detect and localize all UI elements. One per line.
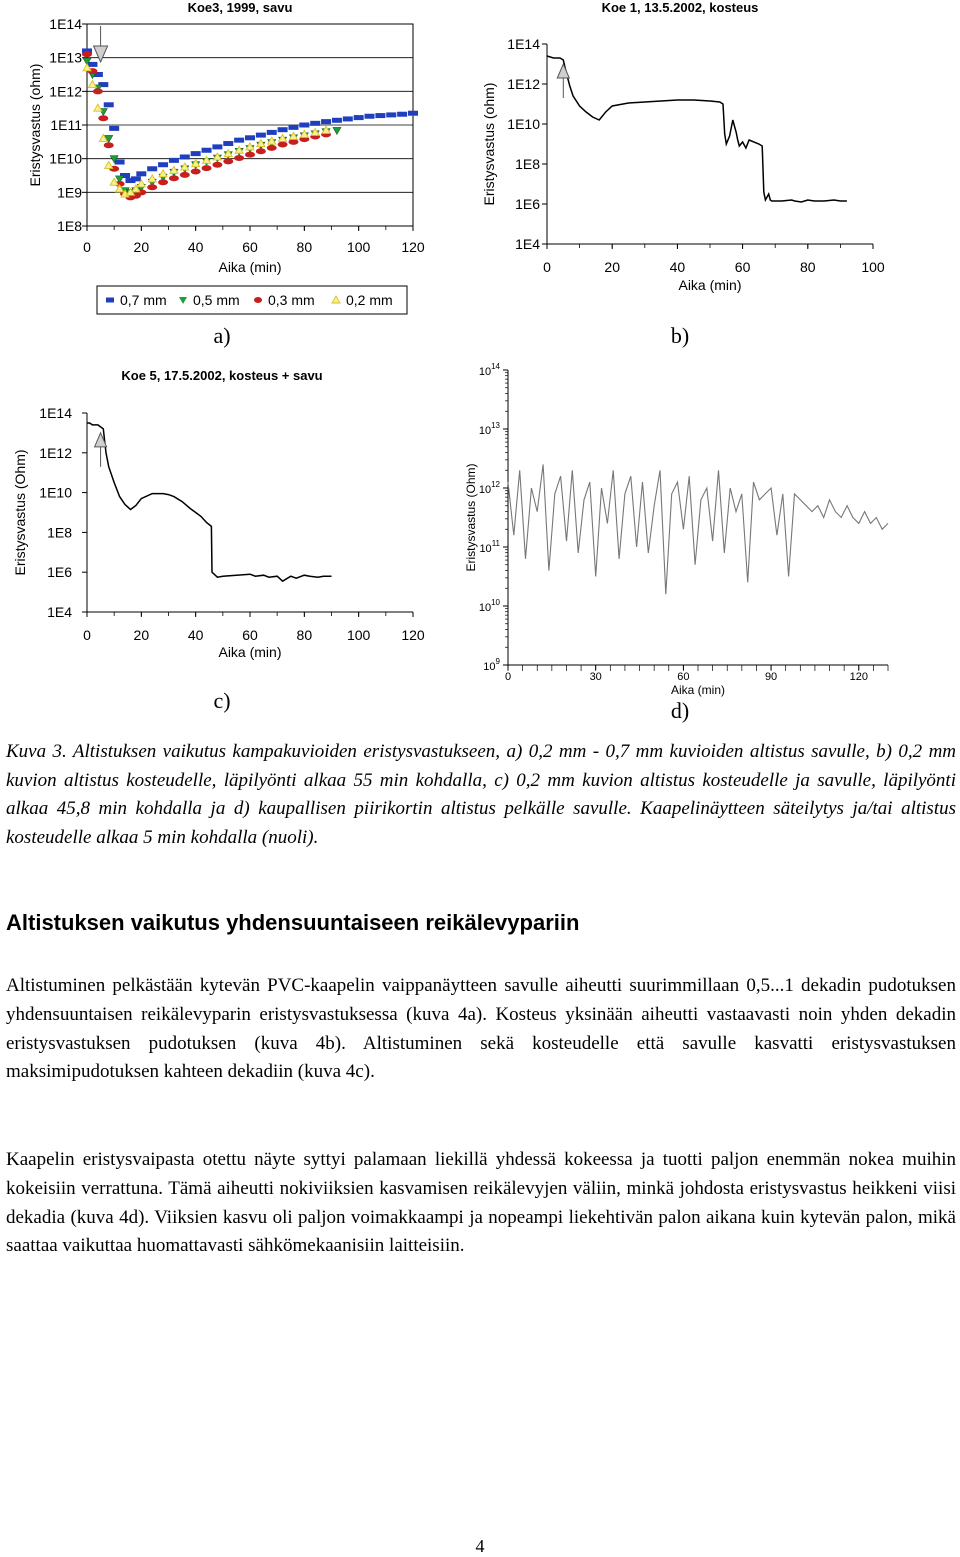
chart-a-y-tick-label: 1E13 [49, 49, 82, 66]
chart-a-point-0-10 [136, 171, 146, 176]
chart-a-point-0-27 [321, 119, 331, 124]
chart-a-legend-label: 0,7 mm [120, 292, 167, 308]
chart-a-y-tick-label: 1E8 [57, 218, 82, 234]
chart-a-point-0-32 [375, 113, 385, 118]
chart-a-point-2-23 [278, 142, 288, 148]
chart-b-y-tick-label: 1E10 [507, 116, 540, 132]
chart-c-x-tick-label: 0 [83, 627, 91, 643]
chart-c-y-label: Eristysvastus (Ohm) [12, 449, 28, 576]
chart-b-y-tick-label: 1E4 [515, 236, 540, 252]
chart-a-point-0-13 [169, 158, 179, 163]
chart-a-point-0-11 [147, 166, 157, 171]
chart-a-point-0-4 [104, 102, 114, 107]
chart-a-point-0-17 [212, 144, 222, 149]
chart-c-y-tick-label: 1E10 [39, 484, 72, 501]
chart-a-point-2-2 [93, 88, 103, 94]
figure-caption [6, 738, 956, 852]
chart-a-point-2-18 [223, 158, 233, 164]
chart-d-y-label: Eristysvastus (Ohm) [464, 463, 478, 572]
chart-b-y-tick-label: 1E6 [515, 196, 540, 212]
chart-a-point-0-26 [310, 121, 320, 126]
chart-a-legend-label: 0,5 mm [193, 292, 240, 308]
chart-b-y-tick-label: 1E12 [507, 76, 540, 92]
chart-a-x-tick-label: 20 [133, 239, 150, 255]
chart-a-y-tick-label: 1E12 [49, 83, 82, 100]
caption-text: Altistuksen vaikutus kampakuvioiden eristysvastukseen, a) 0,2 mm - 0,7 mm kuvioiden altistus savulle, b) 0,2 mm kuvion altistus kosteudelle, läpilyönti alkaa 55 min kohdalla, c) 0,2 mm kuvion altistus kosteudelle ja savulle, läpilyönti alkaa 45,8 min kohdalla ja d) kaupallisen piirikortin altistus pelkälle savulle. Kaapelinäytteen säteilytys ja/tai altistus kosteudelle alkaa 5 min kohdalla (nuoli). [6, 741, 957, 848]
chart-d-y-tick-label: $10^{10}$ [478, 598, 500, 614]
chart-c-x-label: Aika (min) [218, 644, 282, 660]
chart-a-point-0-6 [115, 160, 125, 165]
chart-a-point-0-28 [332, 118, 342, 123]
chart-d-x-tick-label: 30 [589, 671, 602, 683]
chart-a-legend-label: 0,3 mm [268, 292, 315, 308]
chart-a-point-0-20 [245, 135, 255, 140]
page-number: 4 [475, 1536, 485, 1556]
chart-a-x-tick-label: 100 [346, 239, 371, 255]
chart-a-point-2-13 [169, 175, 179, 181]
chart-c-x-tick-label: 120 [401, 627, 425, 643]
chart-a-point-3-4 [105, 161, 113, 168]
chart-a-point-3-2 [94, 104, 102, 111]
chart-a-point-0-21 [256, 133, 266, 138]
chart-a-point-2-4 [104, 142, 114, 148]
chart-a-point-0-19 [234, 138, 244, 143]
chart-a-point-0-34 [397, 112, 407, 117]
chart-d-y-tick-label: $10^{12}$ [478, 480, 500, 496]
chart-c-title: Koe 5, 17.5.2002, kosteus + savu [121, 368, 323, 383]
caption-label: Kuva 3. [6, 741, 67, 762]
chart-b-x-tick-label: 80 [800, 259, 816, 275]
chart-a-x-tick-label: 80 [296, 239, 313, 255]
chart-d-x-tick-label: 0 [504, 671, 512, 683]
chart-a-point-2-19 [234, 155, 244, 161]
chart-b-x-tick-label: 40 [669, 259, 686, 275]
chart-a-point-0-12 [158, 162, 168, 167]
chart-a-x-tick-label: 40 [187, 239, 204, 255]
chart-a-point-0-23 [278, 127, 288, 132]
chart-b-y-tick-label: 1E8 [515, 156, 540, 172]
chart-c-y-tick-label: 1E6 [47, 564, 72, 581]
chart-c-y-tick-label: 1E4 [47, 604, 72, 620]
chart-a-legend-marker [254, 297, 262, 303]
chart-a-legend-marker [106, 298, 114, 303]
chart-a-point-0-33 [386, 112, 396, 117]
chart-d-y-tick-label: $10^{14}$ [478, 362, 500, 378]
chart-a-point-2-11 [147, 184, 157, 190]
chart-a-point-2-21 [256, 148, 266, 154]
chart-a-point-0-9 [131, 176, 141, 181]
chart-a-point-3-1 [88, 81, 96, 88]
chart-a-x-tick-label: 60 [242, 239, 258, 255]
figure-canvas [0, 0, 960, 735]
chart-a-point-0-22 [267, 130, 277, 135]
chart-d-panel-label: d) [670, 698, 690, 723]
chart-c-panel-label: c) [213, 688, 231, 713]
chart-b-x-label: Aika (min) [678, 277, 742, 293]
chart-a-point-0-14 [180, 154, 190, 159]
chart-b-x-tick-label: 20 [604, 259, 620, 275]
chart-d-x-tick-label: 60 [677, 671, 690, 683]
chart-a-point-1-28 [333, 127, 341, 134]
chart-a-point-2-20 [245, 152, 255, 158]
chart-b-series-line [547, 56, 847, 202]
chart-a-y-tick-label: 1E9 [57, 184, 82, 201]
chart-a-point-2-3 [98, 115, 108, 121]
chart-b-y-label: Eristysvastus (ohm) [481, 82, 497, 206]
chart-b-y-tick-label: 1E14 [507, 36, 540, 52]
chart-a-point-0-24 [288, 125, 298, 130]
chart-d-x-tick-label: 90 [764, 671, 778, 683]
chart-a-point-0-29 [343, 116, 353, 121]
chart-a-point-0-18 [223, 141, 233, 146]
chart-a-point-0-1 [87, 62, 97, 67]
chart-d-x-tick-label: 120 [849, 671, 868, 683]
chart-a-title: Koe3, 1999, savu [187, 0, 293, 15]
chart-a-point-0-16 [202, 148, 212, 153]
chart-c-series-line [87, 423, 332, 581]
chart-a-point-2-0 [82, 51, 92, 57]
chart-c-x-tick-label: 60 [242, 627, 258, 643]
chart-a-point-2-22 [267, 145, 277, 151]
chart-c-x-tick-label: 40 [187, 627, 204, 643]
chart-b-x-tick-label: 0 [543, 259, 551, 275]
chart-b-x-tick-label: 100 [861, 259, 885, 275]
chart-a-y-tick-label: 1E10 [49, 150, 82, 167]
chart-a-point-0-15 [191, 151, 201, 156]
chart-a-x-label: Aika (min) [218, 259, 282, 275]
chart-c-y-tick-label: 1E14 [39, 405, 72, 421]
chart-a-point-0-30 [354, 115, 364, 120]
chart-c-x-tick-label: 100 [346, 627, 371, 643]
chart-a-x-tick-label: 120 [401, 239, 425, 255]
chart-a-point-0-31 [365, 114, 375, 119]
chart-a-point-3-11 [148, 175, 156, 182]
paragraph-2: Kaapelin eristysvaipasta otettu näyte syttyi palamaan liekillä yhdessä kokeessa ja tuotti paljon enemmän nokea muihin kokeisiin verrattuna. Tämä aiheutti nokiviiksien kasvamisen reikälevyjen väliin, minkä johdosta eristysvastus heikkeni viisi dekadia (kuva 4d). Viiksien kasvu oli paljon voimakkaampi ja nopeampi liekehtivän palon aikana kuin kytevän palon, mikä saattaa vaikuttaa huomattavasti sähkömekaanisiin laitteisiin. [6, 1149, 956, 1257]
chart-d-series-line [508, 464, 888, 594]
section-heading: Altistuksen vaikutus yhdensuuntaiseen reikälevypariin [6, 910, 580, 935]
chart-a-legend-label: 0,2 mm [346, 292, 393, 308]
chart-a-point-0-35 [408, 111, 418, 116]
chart-c-x-tick-label: 20 [133, 627, 150, 643]
chart-a-point-2-15 [191, 168, 201, 174]
chart-a-point-0-25 [299, 123, 309, 128]
chart-d-y-tick-label: $10^{13}$ [478, 421, 500, 437]
chart-b-panel-label: b) [670, 323, 690, 348]
chart-b-x-tick-label: 60 [734, 259, 751, 275]
chart-d-y-tick-label: $10^{11}$ [479, 539, 500, 555]
chart-c-x-tick-label: 80 [296, 627, 313, 643]
figure-3 [0, 0, 960, 735]
chart-a-arrow-icon [94, 46, 108, 62]
chart-a-panel-label: a) [213, 323, 231, 348]
chart-b-arrow-icon [557, 64, 569, 78]
chart-a-y-tick-label: 1E14 [49, 16, 82, 32]
chart-a-point-3-12 [159, 170, 167, 177]
chart-d-y-tick-label: $10^9$ [483, 657, 500, 673]
chart-d-x-label: Aika (min) [670, 683, 726, 697]
chart-a-x-tick-label: 0 [83, 239, 91, 255]
paragraph-1: Altistuminen pelkästään kytevän PVC-kaapelin vaippanäytteen savulle aiheutti suurimmillaan 0,5...1 dekadin pudotuksen yhdensuuntaisen reikälevyparin eristysvastuksessa (kuva 4a). Kosteus yksinään aiheutti vastaavasti noin yhden dekadin eristysvastuksen pudotuksen (kuva 4b). Altistuminen sekä kosteudelle että savulle kasvatti eristysvastuksen maksimipudotuksen kahteen dekadiin (kuva 4c). [6, 975, 956, 1083]
chart-a-point-0-5 [109, 126, 119, 131]
chart-a-point-2-12 [158, 179, 168, 185]
chart-a-y-tick-label: 1E11 [50, 117, 82, 133]
chart-a-point-2-16 [202, 165, 212, 171]
chart-c-y-tick-label: 1E12 [39, 444, 72, 461]
chart-a-point-2-17 [212, 162, 222, 168]
chart-a-point-2-14 [180, 172, 190, 178]
chart-a-y-label: Eristysvastus (ohm) [27, 63, 43, 187]
chart-c-y-tick-label: 1E8 [47, 524, 72, 541]
chart-b-title: Koe 1, 13.5.2002, kosteus [601, 0, 759, 15]
